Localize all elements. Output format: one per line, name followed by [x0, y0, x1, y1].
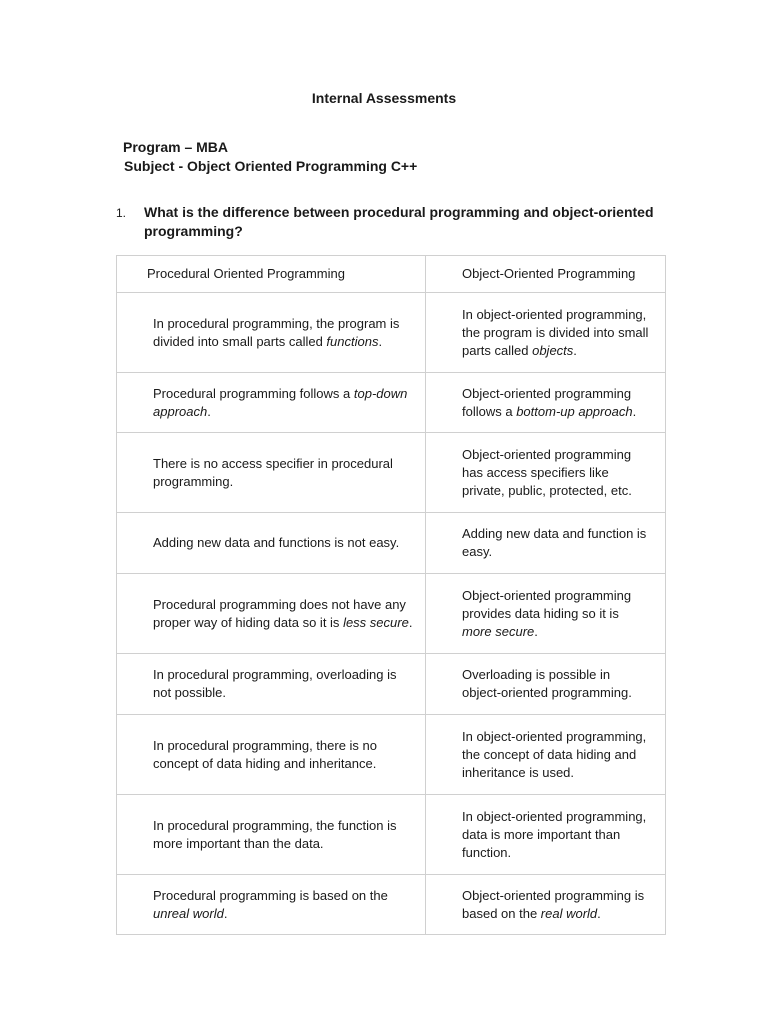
table-header-row	[117, 256, 666, 293]
cell-text-plain: Object-oriented programming has access specifiers like private, public, protected, etc.	[462, 446, 632, 498]
cell-text-italic: more secure	[462, 623, 535, 639]
procedural-cell	[117, 715, 426, 795]
cell-text-suffix: .	[223, 905, 228, 921]
cell-text-italic: objects	[532, 342, 574, 358]
cell-text	[153, 737, 413, 773]
header-procedural: Procedural Oriented Programming	[117, 256, 426, 293]
cell-text-plain: In procedural programming, the program is divided into small parts called	[153, 315, 400, 349]
object-oriented-cell	[426, 875, 666, 935]
cell-text-suffix: .	[534, 623, 538, 639]
object-oriented-cell	[426, 795, 666, 875]
object-oriented-cell	[426, 373, 666, 433]
table-row	[117, 574, 666, 654]
procedural-cell	[117, 373, 426, 433]
cell-text-plain: In procedural programming, the function is more important than the data.	[153, 817, 397, 851]
cell-text-plain: Adding new data and functions is not easy.	[153, 535, 400, 550]
object-oriented-cell	[426, 654, 666, 715]
procedural-cell	[117, 293, 426, 373]
cell-text-italic: functions	[326, 333, 379, 349]
cell-text-plain: Object-oriented programming provides data hiding so it is	[462, 587, 632, 621]
procedural-cell	[117, 513, 426, 574]
table-row	[117, 293, 666, 373]
comparison-table	[116, 255, 666, 935]
cell-text-plain: There is no access specifier in procedural programming.	[153, 455, 393, 489]
cell-text-plain: Procedural programming does not have any proper way of hiding data so it is	[153, 596, 406, 630]
cell-text-plain: Procedural programming follows a	[153, 385, 354, 401]
cell-text-plain: Object-oriented programming follows a	[462, 385, 632, 419]
cell-text	[153, 315, 413, 351]
cell-text-italic: top-down approach	[153, 385, 408, 419]
cell-text	[153, 455, 413, 491]
cell-text-plain: In object-oriented programming, data is more important than function.	[462, 808, 647, 860]
procedural-cell	[117, 654, 426, 715]
table-row	[117, 875, 666, 935]
cell-text-plain: Overloading is possible in object-oriented programming.	[462, 667, 632, 700]
cell-text	[462, 385, 651, 421]
procedural-cell	[117, 795, 426, 875]
cell-text	[462, 666, 651, 702]
cell-text	[153, 385, 413, 421]
object-oriented-cell	[426, 513, 666, 574]
cell-text-italic: real world	[540, 905, 598, 921]
cell-text-suffix: .	[573, 342, 577, 358]
cell-text	[462, 587, 651, 641]
table-row	[117, 654, 666, 715]
procedural-cell	[117, 875, 426, 935]
table-body	[117, 293, 666, 935]
cell-text-plain: Adding new data and function is easy.	[462, 526, 647, 559]
object-oriented-cell	[426, 715, 666, 795]
question-number: 1.	[116, 206, 127, 220]
table-row	[117, 715, 666, 795]
cell-text-italic: unreal world	[153, 905, 224, 921]
cell-text	[153, 534, 413, 552]
cell-text	[462, 306, 651, 360]
cell-text-suffix: .	[632, 403, 637, 419]
cell-text-plain: Procedural programming is based on the	[153, 887, 388, 903]
cell-text	[153, 887, 413, 923]
cell-text	[153, 817, 413, 853]
table-row	[117, 433, 666, 513]
cell-text-plain: In procedural programming, overloading is not possible.	[153, 667, 397, 700]
object-oriented-cell	[426, 433, 666, 513]
table-row	[117, 373, 666, 433]
cell-text-suffix: .	[597, 905, 601, 921]
table-row	[117, 795, 666, 875]
document-title: Internal Assessments	[311, 90, 457, 106]
cell-text-plain: In object-oriented programming, the concept of data hiding and inheritance is used.	[462, 728, 647, 780]
cell-text	[462, 525, 651, 561]
cell-text-suffix: .	[408, 614, 413, 630]
subject-line: Subject - Object Oriented Programming C++	[124, 158, 418, 174]
cell-text-suffix: .	[207, 403, 211, 419]
table-row	[117, 513, 666, 574]
procedural-cell	[117, 574, 426, 654]
cell-text-italic: less secure	[343, 614, 409, 630]
cell-text	[153, 596, 413, 632]
cell-text-plain: In object-oriented programming, the program is divided into small parts called	[462, 306, 649, 358]
question-text: What is the difference between procedural programming and object-oriented programming?	[144, 204, 654, 239]
program-line: Program – MBA	[123, 139, 229, 155]
cell-text-italic: bottom-up approach	[516, 403, 633, 419]
object-oriented-cell	[426, 574, 666, 654]
procedural-cell	[117, 433, 426, 513]
cell-text	[462, 887, 651, 923]
cell-text-plain: Object-oriented programming is based on the	[462, 887, 645, 921]
question-1	[116, 203, 676, 241]
document-meta	[123, 138, 417, 176]
cell-text	[153, 666, 413, 702]
cell-text	[462, 728, 651, 782]
cell-text-plain: In procedural programming, there is no concept of data hiding and inheritance.	[153, 737, 378, 771]
cell-text-suffix: .	[378, 333, 383, 349]
object-oriented-cell	[426, 293, 666, 373]
cell-text	[462, 446, 651, 500]
header-object-oriented: Object-Oriented Programming	[426, 256, 666, 293]
cell-text	[462, 808, 651, 862]
